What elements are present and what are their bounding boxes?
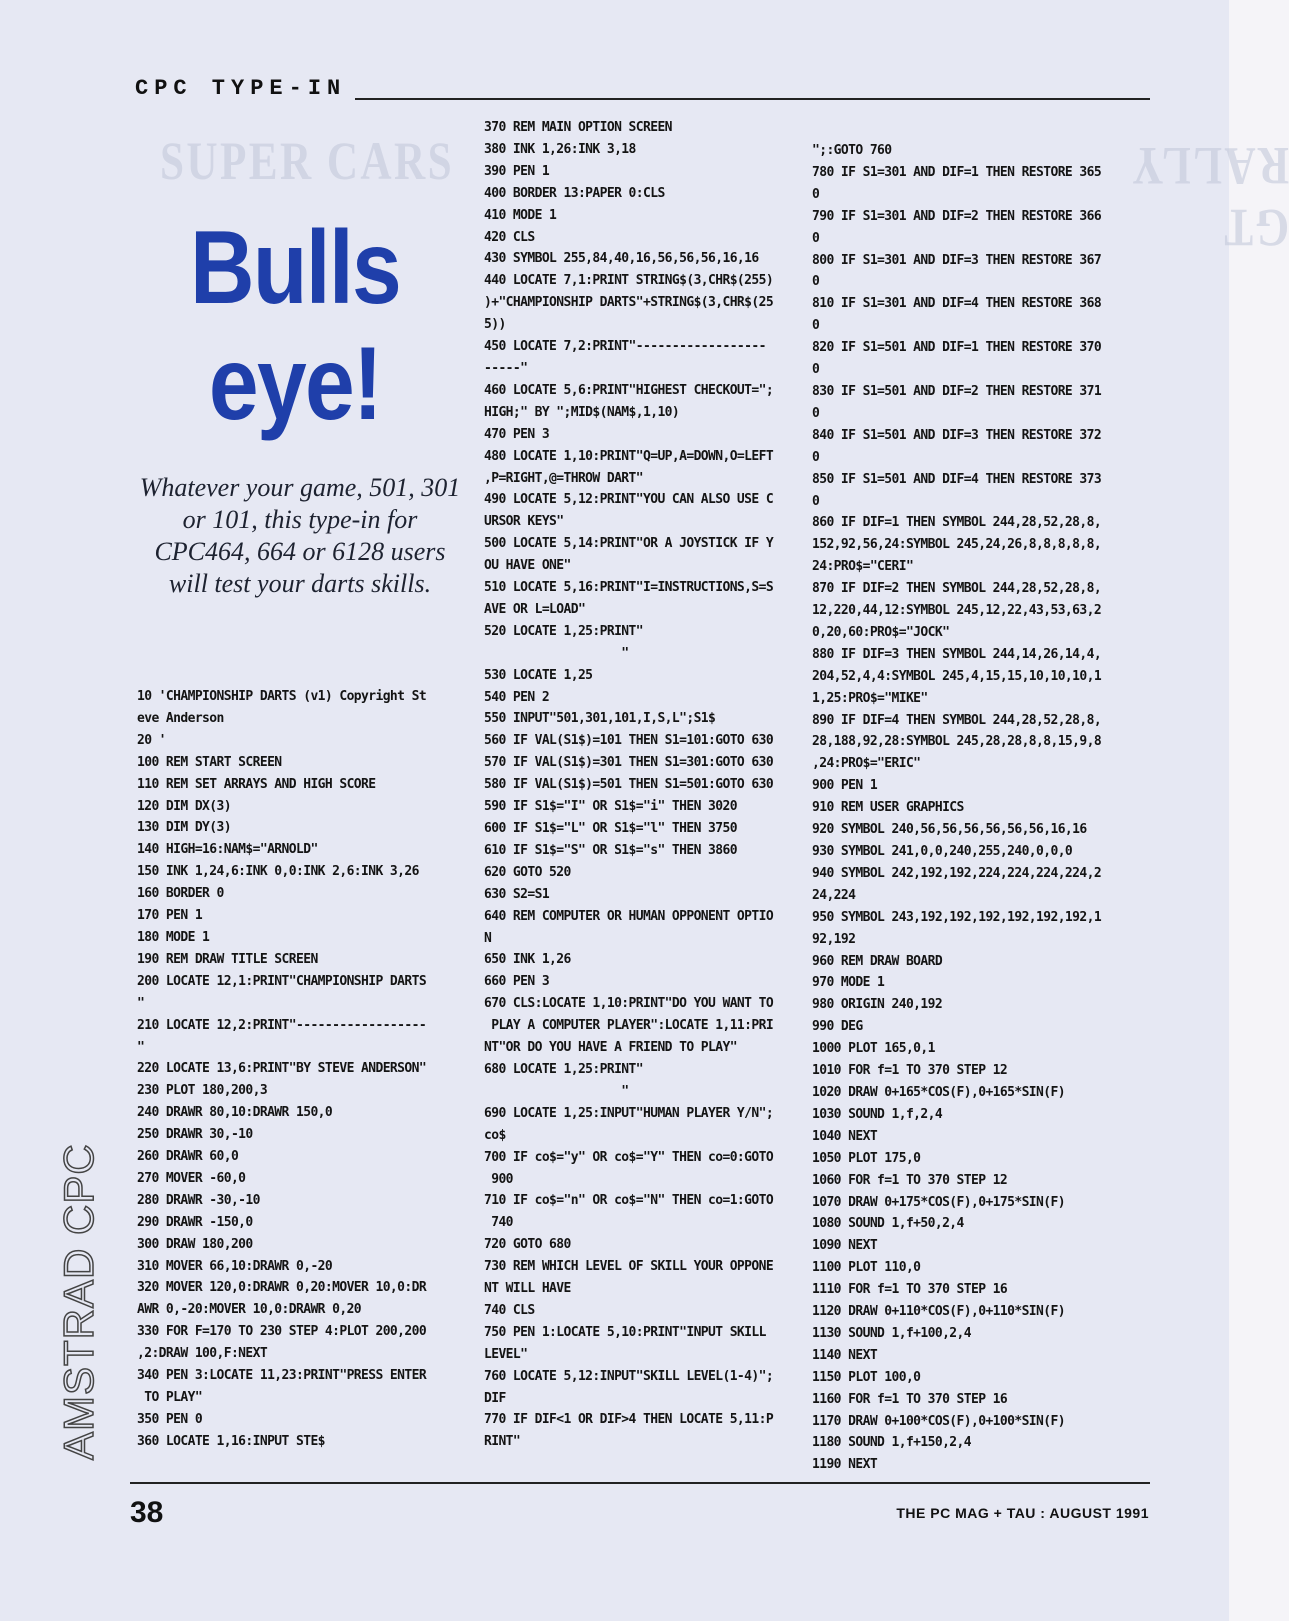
code-line: 12,220,44,12:SYMBOL 245,12,22,43,53,63,2 xyxy=(812,603,1102,619)
code-line: 870 IF DIF=2 THEN SYMBOL 244,28,52,28,8, xyxy=(812,581,1102,597)
code-line: 760 LOCATE 5,12:INPUT"SKILL LEVEL(1-4)"; xyxy=(484,1368,774,1384)
code-line: " xyxy=(484,1083,629,1099)
code-line: 690 LOCATE 1,25:INPUT"HUMAN PLAYER Y/N"; xyxy=(484,1105,774,1121)
code-line: 0 xyxy=(812,186,820,202)
article-title xyxy=(162,210,429,442)
code-line: 140 HIGH=16:NAM$="ARNOLD" xyxy=(137,842,318,858)
code-line: 490 LOCATE 5,12:PRINT"YOU CAN ALSO USE C xyxy=(484,492,774,508)
code-line: LEVEL" xyxy=(484,1346,528,1362)
code-line: 200 LOCATE 12,1:PRINT"CHAMPIONSHIP DARTS xyxy=(137,973,427,989)
code-line: 930 SYMBOL 241,0,0,240,255,240,0,0,0 xyxy=(812,844,1073,859)
code-line: 500 LOCATE 5,14:PRINT"OR A JOYSTICK IF Y xyxy=(484,536,774,552)
code-line: 750 PEN 1:LOCATE 5,10:PRINT"INPUT SKILL xyxy=(484,1324,766,1340)
code-line: 540 PEN 2 xyxy=(484,689,550,705)
code-line: 360 LOCATE 1,16:INPUT STE$ xyxy=(137,1433,325,1449)
footer-credit: THE PC MAG + TAU : AUGUST 1991 xyxy=(896,1505,1149,1521)
code-line: 400 BORDER 13:PAPER 0:CLS xyxy=(484,185,665,201)
code-line: 1130 SOUND 1,f+100,2,4 xyxy=(812,1325,971,1341)
code-line: 170 PEN 1 xyxy=(137,908,203,924)
code-line: 1180 SOUND 1,f+150,2,4 xyxy=(812,1435,971,1451)
code-line: 900 PEN 1 xyxy=(812,778,878,794)
code-line: 120 DIM DX(3) xyxy=(137,798,231,814)
code-line: 720 GOTO 680 xyxy=(484,1237,571,1253)
code-line: RINT" xyxy=(484,1434,521,1450)
code-line: 350 PEN 0 xyxy=(137,1411,203,1427)
code-line: 830 IF S1=501 AND DIF=2 THEN RESTORE 371 xyxy=(812,383,1102,399)
code-line: 310 MOVER 66,10:DRAWR 0,-20 xyxy=(137,1258,333,1274)
code-line: 890 IF DIF=4 THEN SYMBOL 244,28,52,28,8, xyxy=(812,712,1102,728)
code-line: 220 LOCATE 13,6:PRINT"BY STEVE ANDERSON" xyxy=(137,1061,427,1077)
code-line: 980 ORIGIN 240,192 xyxy=(812,997,943,1013)
code-line: 450 LOCATE 7,2:PRINT"------------------ xyxy=(484,339,766,355)
code-line: 250 DRAWR 30,-10 xyxy=(137,1127,253,1143)
code-line: PLAY A COMPUTER PLAYER":LOCATE 1,11:PRI xyxy=(484,1018,774,1034)
code-line: 420 CLS xyxy=(484,229,535,245)
code-line: 0 xyxy=(812,493,820,509)
code-line: 700 IF co$="y" OR co$="Y" THEN co=0:GOTO xyxy=(484,1149,774,1165)
show-through-text: SUPER CARS xyxy=(160,131,455,191)
code-line: 1060 FOR f=1 TO 370 STEP 12 xyxy=(812,1172,1008,1188)
code-line: 100 REM START SCREEN xyxy=(137,754,282,770)
code-line: 380 INK 1,26:INK 3,18 xyxy=(484,141,636,157)
code-line: 650 INK 1,26 xyxy=(484,952,571,968)
code-line: 1090 NEXT xyxy=(812,1238,878,1254)
code-line: 910 REM USER GRAPHICS xyxy=(812,800,964,816)
code-line: 150 INK 1,24,6:INK 0,0:INK 2,6:INK 3,26 xyxy=(137,864,419,880)
code-line: 110 REM SET ARRAYS AND HIGH SCORE xyxy=(137,776,376,792)
code-line: ,24:PRO$="ERIC" xyxy=(812,756,921,772)
code-line: 800 IF S1=301 AND DIF=3 THEN RESTORE 367 xyxy=(812,252,1102,268)
code-line: )+"CHAMPIONSHIP DARTS"+STRING$(3,CHR$(25 xyxy=(484,295,774,311)
code-line: 940 SYMBOL 242,192,192,224,224,224,224,2 xyxy=(812,865,1102,881)
code-line: 10 'CHAMPIONSHIP DARTS (v1) Copyright St xyxy=(137,689,427,704)
code-line: 810 IF S1=301 AND DIF=4 THEN RESTORE 368 xyxy=(812,296,1102,312)
header-rule xyxy=(355,98,1150,100)
code-line: 570 IF VAL(S1$)=301 THEN S1=301:GOTO 630 xyxy=(484,755,774,771)
sidebar-label: AMSTRAD CPC xyxy=(55,1143,102,1460)
code-line: 1050 PLOT 175,0 xyxy=(812,1150,921,1166)
code-line: 0 xyxy=(812,405,820,421)
section-title: CPC TYPE-IN xyxy=(135,76,347,101)
code-line: 0 xyxy=(812,274,820,290)
code-column-1 xyxy=(137,686,426,1453)
page-number: 38 xyxy=(130,1496,164,1529)
code-line: eve Anderson xyxy=(137,710,224,726)
show-through-text: GT RALLY xyxy=(1129,136,1289,258)
article-title-line1: Bulls xyxy=(189,210,401,326)
code-line: 320 MOVER 120,0:DRAWR 0,20:MOVER 10,0:DR xyxy=(137,1280,427,1296)
code-line: 1070 DRAW 0+175*COS(F),0+175*SIN(F) xyxy=(812,1194,1065,1210)
article-title-line2: eye! xyxy=(208,326,382,442)
code-line: 300 DRAW 180,200 xyxy=(137,1236,253,1252)
code-line: 260 DRAWR 60,0 xyxy=(137,1149,239,1165)
code-line: 1150 PLOT 100,0 xyxy=(812,1369,921,1385)
code-line: 600 IF S1$="L" OR S1$="l" THEN 3750 xyxy=(484,821,737,836)
code-line: 410 MODE 1 xyxy=(484,207,557,223)
code-line: 190 REM DRAW TITLE SCREEN xyxy=(137,951,318,967)
code-line: " xyxy=(137,1039,145,1055)
code-line: ";:GOTO 760 xyxy=(812,143,892,158)
code-line: 850 IF S1=501 AND DIF=4 THEN RESTORE 373 xyxy=(812,471,1102,487)
code-line: 520 LOCATE 1,25:PRINT" xyxy=(484,623,643,639)
code-line: 1170 DRAW 0+100*COS(F),0+100*SIN(F) xyxy=(812,1413,1065,1429)
code-line: OU HAVE ONE" xyxy=(484,558,571,574)
footer-rule xyxy=(130,1482,1150,1484)
code-line: 370 REM MAIN OPTION SCREEN xyxy=(484,120,672,135)
code-line: 290 DRAWR -150,0 xyxy=(137,1214,253,1230)
code-line: 880 IF DIF=3 THEN SYMBOL 244,14,26,14,4, xyxy=(812,646,1102,662)
code-line: 470 PEN 3 xyxy=(484,426,550,442)
code-line: 280 DRAWR -30,-10 xyxy=(137,1192,260,1208)
code-line: " xyxy=(484,645,629,661)
code-line: 1020 DRAW 0+165*COS(F),0+165*SIN(F) xyxy=(812,1084,1065,1100)
code-line: 560 IF VAL(S1$)=101 THEN S1=101:GOTO 630 xyxy=(484,733,774,749)
code-column-3 xyxy=(812,140,1101,1476)
code-line: N xyxy=(484,930,492,946)
code-line: 620 GOTO 520 xyxy=(484,864,571,880)
code-line: " xyxy=(137,995,145,1011)
code-line: 130 DIM DY(3) xyxy=(137,820,231,836)
code-line: 340 PEN 3:LOCATE 11,23:PRINT"PRESS ENTER xyxy=(137,1368,427,1384)
code-line: 660 PEN 3 xyxy=(484,974,550,990)
code-line: NT"OR DO YOU HAVE A FRIEND TO PLAY" xyxy=(484,1040,737,1056)
code-line: 820 IF S1=501 AND DIF=1 THEN RESTORE 370 xyxy=(812,340,1102,356)
code-line: 680 LOCATE 1,25:PRINT" xyxy=(484,1061,643,1077)
section-header xyxy=(135,76,1150,106)
code-line: 0,20,60:PRO$="JOCK" xyxy=(812,624,950,640)
code-line: TO PLAY" xyxy=(137,1390,203,1405)
code-line: 950 SYMBOL 243,192,192,192,192,192,192,1 xyxy=(812,909,1102,925)
code-line: 840 IF S1=501 AND DIF=3 THEN RESTORE 372 xyxy=(812,427,1102,443)
code-line: NT WILL HAVE xyxy=(484,1281,571,1297)
code-line: 152,92,56,24:SYMBOL 245,24,26,8,8,8,8,8, xyxy=(812,537,1102,553)
code-line: 270 MOVER -60,0 xyxy=(137,1170,246,1186)
code-line: 770 IF DIF<1 OR DIF>4 THEN LOCATE 5,11:P xyxy=(484,1412,774,1428)
code-line: 1160 FOR f=1 TO 370 STEP 16 xyxy=(812,1391,1008,1407)
code-line: 390 PEN 1 xyxy=(484,163,550,179)
code-line: 550 INPUT"501,301,101,I,S,L";S1$ xyxy=(484,711,716,727)
code-line: 180 MODE 1 xyxy=(137,929,210,945)
code-line: 1,25:PRO$="MIKE" xyxy=(812,690,928,706)
code-line: 590 IF S1$="I" OR S1$="i" THEN 3020 xyxy=(484,799,737,815)
code-line: -----" xyxy=(484,360,528,376)
code-line: 330 FOR F=170 TO 230 STEP 4:PLOT 200,200 xyxy=(137,1324,427,1340)
code-line: 1140 NEXT xyxy=(812,1347,878,1363)
code-line: 460 LOCATE 5,6:PRINT"HIGHEST CHECKOUT="; xyxy=(484,382,774,398)
code-line: AVE OR L=LOAD" xyxy=(484,601,586,617)
code-line: 210 LOCATE 12,2:PRINT"------------------ xyxy=(137,1017,427,1033)
code-line: URSOR KEYS" xyxy=(484,514,564,530)
code-line: 640 REM COMPUTER OR HUMAN OPPONENT OPTIO xyxy=(484,908,774,924)
code-line: 990 DEG xyxy=(812,1019,863,1035)
code-line: 24,224 xyxy=(812,887,856,903)
code-line: 1000 PLOT 165,0,1 xyxy=(812,1041,935,1057)
code-line: 530 LOCATE 1,25 xyxy=(484,667,593,683)
code-line: 0 xyxy=(812,318,820,334)
code-line: 1100 PLOT 110,0 xyxy=(812,1260,921,1276)
code-column-2 xyxy=(484,117,773,1453)
code-line: 160 BORDER 0 xyxy=(137,886,224,902)
code-line: 20 ' xyxy=(137,732,166,748)
code-line: 730 REM WHICH LEVEL OF SKILL YOUR OPPONE xyxy=(484,1259,774,1275)
code-line: ,P=RIGHT,@=THROW DART" xyxy=(484,470,643,486)
code-line: 440 LOCATE 7,1:PRINT STRING$(3,CHR$(255) xyxy=(484,273,774,289)
code-line: 740 xyxy=(484,1215,513,1231)
code-line: 1040 NEXT xyxy=(812,1128,878,1144)
code-line: 1030 SOUND 1,f,2,4 xyxy=(812,1106,943,1122)
code-line: 900 xyxy=(484,1171,513,1187)
standfirst: Whatever your game, 501, 301 or 101, this type-in for CPC464, 664 or 6128 users will test your darts skills. xyxy=(139,473,461,598)
code-line: 610 IF S1$="S" OR S1$="s" THEN 3860 xyxy=(484,842,737,858)
code-line: 204,52,4,4:SYMBOL 245,4,15,15,10,10,10,1 xyxy=(812,668,1102,684)
code-line: 790 IF S1=301 AND DIF=2 THEN RESTORE 366 xyxy=(812,208,1102,224)
code-line: 670 CLS:LOCATE 1,10:PRINT"DO YOU WANT TO xyxy=(484,996,774,1012)
code-line: 580 IF VAL(S1$)=501 THEN S1=501:GOTO 630 xyxy=(484,777,774,793)
code-line: 5)) xyxy=(484,317,506,333)
code-line: 710 IF co$="n" OR co$="N" THEN co=1:GOTO xyxy=(484,1193,774,1209)
code-line: AWR 0,-20:MOVER 10,0:DRAWR 0,20 xyxy=(137,1302,362,1318)
code-line: ,2:DRAW 100,F:NEXT xyxy=(137,1346,268,1362)
code-line: 960 REM DRAW BOARD xyxy=(812,953,943,969)
code-line: 0 xyxy=(812,230,820,246)
code-line: 1190 NEXT xyxy=(812,1457,878,1473)
code-line: 24:PRO$="CERI" xyxy=(812,559,914,575)
code-line: co$ xyxy=(484,1127,506,1143)
code-line: DIF xyxy=(484,1390,506,1406)
code-line: 240 DRAWR 80,10:DRAWR 150,0 xyxy=(137,1105,333,1121)
code-line: 1010 FOR f=1 TO 370 STEP 12 xyxy=(812,1063,1008,1079)
code-line: 970 MODE 1 xyxy=(812,975,885,991)
code-line: 860 IF DIF=1 THEN SYMBOL 244,28,52,28,8, xyxy=(812,515,1102,531)
code-line: 480 LOCATE 1,10:PRINT"Q=UP,A=DOWN,O=LEFT xyxy=(484,448,774,464)
code-line: 1110 FOR f=1 TO 370 STEP 16 xyxy=(812,1282,1008,1298)
code-line: 1080 SOUND 1,f+50,2,4 xyxy=(812,1216,964,1232)
code-line: 230 PLOT 180,200,3 xyxy=(137,1083,268,1099)
code-line: 630 S2=S1 xyxy=(484,886,550,902)
code-line: 510 LOCATE 5,16:PRINT"I=INSTRUCTIONS,S=S xyxy=(484,580,774,596)
code-line: 1120 DRAW 0+110*COS(F),0+110*SIN(F) xyxy=(812,1304,1065,1320)
code-line: HIGH;" BY ";MID$(NAM$,1,10) xyxy=(484,404,680,420)
code-line: 430 SYMBOL 255,84,40,16,56,56,56,16,16 xyxy=(484,251,759,267)
code-line: 0 xyxy=(812,362,820,378)
code-line: 740 CLS xyxy=(484,1302,535,1318)
code-line: 28,188,92,28:SYMBOL 245,28,28,8,8,15,9,8 xyxy=(812,734,1102,750)
code-line: 780 IF S1=301 AND DIF=1 THEN RESTORE 365 xyxy=(812,164,1102,180)
code-line: 92,192 xyxy=(812,931,856,947)
code-line: 920 SYMBOL 240,56,56,56,56,56,56,16,16 xyxy=(812,822,1087,838)
code-line: 0 xyxy=(812,449,820,465)
